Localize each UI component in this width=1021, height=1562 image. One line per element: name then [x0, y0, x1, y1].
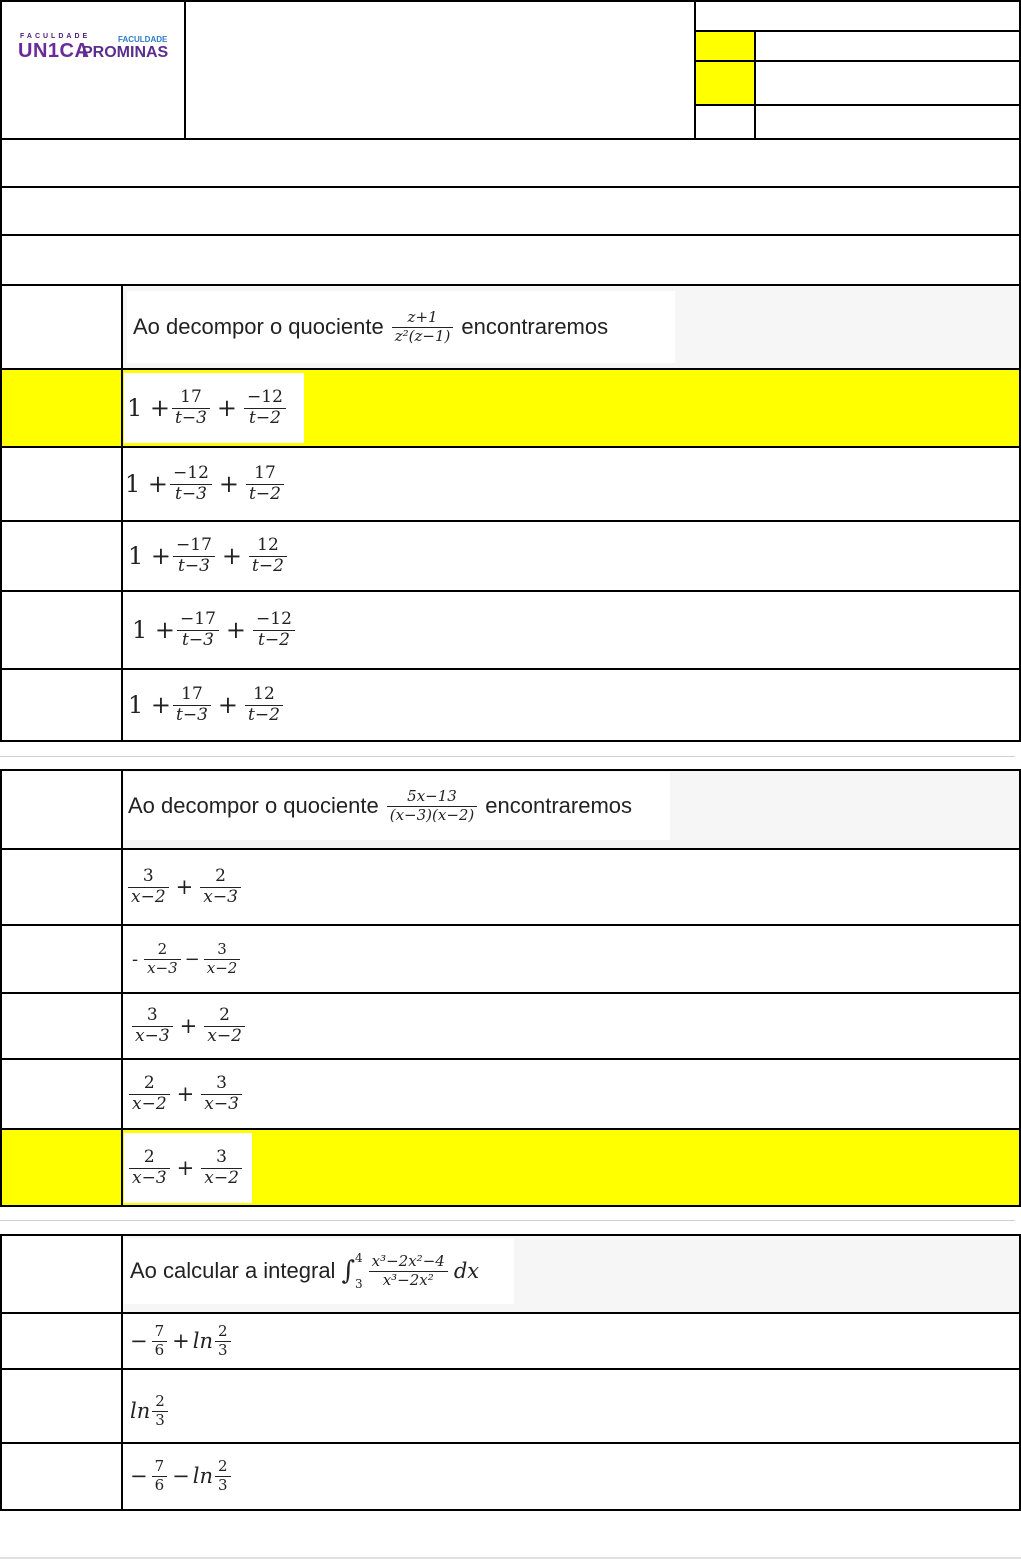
q3-prompt	[124, 1238, 514, 1304]
q1-prompt	[127, 291, 675, 363]
q3-hline-b	[0, 1368, 1021, 1370]
q1-prompt-fraction	[392, 309, 454, 345]
q2-option-c[interactable]: $\frac{3}{x-3}$ + $\frac{2}{x-2}$	[124, 994, 524, 1058]
header-box	[0, 0, 1021, 140]
integral-sign: ∫	[341, 1256, 355, 1286]
separator-2	[0, 1220, 1015, 1221]
q1-prompt-before: Ao decompor o quociente	[133, 314, 384, 339]
info-row-3	[0, 234, 1021, 286]
q3-prompt-before: Ao calcular a integral	[130, 1258, 336, 1283]
q1-a-op: +	[216, 394, 238, 422]
q2-option-b[interactable]: - $\frac{2}{x-3}$ − $\frac{3}{x-2}$	[124, 926, 524, 992]
q3-option-b[interactable]: ln $\frac{2}{3}$	[124, 1382, 524, 1440]
q3-option-c[interactable]: − $\frac{7}{6}$ − ln $\frac{2}{3}$	[124, 1444, 524, 1508]
logo-faculdade-small: FACULDADE	[118, 35, 168, 44]
q1-col-divider-a	[121, 370, 123, 446]
integral-fraction: $\frac{\text{x³−2x²−4}}{\text{x³−2x²}}$	[369, 1253, 448, 1289]
q2-option-d[interactable]: $\frac{2}{x-2}$ + $\frac{3}{x-3}$	[124, 1060, 524, 1128]
q2-option-a[interactable]: $\frac{3}{x-2}$ + $\frac{2}{x-3}$	[124, 850, 524, 924]
info-row-1	[0, 138, 1021, 188]
header-divider-logo	[184, 0, 186, 140]
logo-prominas: PROMINAS	[82, 44, 169, 61]
q2-option-e[interactable]: $\frac{2}{x-3}$ + $\frac{3}{x-2}$	[124, 1133, 252, 1203]
q1-option-a[interactable]	[124, 373, 304, 443]
q1-prompt-after: encontraremos	[461, 314, 609, 339]
q2-prompt-before: Ao decompor o quociente	[128, 793, 379, 818]
q2-prompt-fraction: $\frac{5x-13}{(x-3)(x-2)}$	[387, 788, 478, 824]
header-yellow-cell-2	[696, 62, 754, 104]
q3-option-a[interactable]: − $\frac{7}{6}$ + ln $\frac{2}{3}$	[124, 1314, 524, 1368]
q1-prompt-num: z+1	[392, 309, 454, 327]
q1-a-frac2: $\frac{-12}{t-2}$	[244, 388, 286, 428]
logo-faculdade-top: FACULDADE	[20, 33, 91, 40]
q1-option-e[interactable]: 1 + $\frac{17}{t-3}$ + $\frac{12}{t-2}$	[124, 670, 524, 740]
q1-option-b[interactable]: 1 + $\frac{-12}{t-3}$ + $\frac{17}{t-2}$	[124, 448, 524, 520]
integral-bounds: 4 3	[355, 1251, 363, 1291]
q1-a-frac1: $\frac{17}{t-3}$	[172, 388, 210, 428]
q1-option-c[interactable]: 1 + $\frac{-17}{t-3}$ + $\frac{12}{t-2}$	[124, 522, 524, 590]
q2-col-divider-e	[121, 1130, 123, 1205]
header-hline-3	[694, 104, 1021, 106]
q2-prompt-after: encontraremos	[485, 793, 633, 818]
separator-1	[0, 756, 1015, 757]
bottom-rule	[0, 1557, 1021, 1559]
q1-a-lead: 1 +	[127, 394, 171, 422]
header-vline-small	[754, 30, 756, 140]
logo-unica: UN1CA	[18, 40, 90, 62]
q1-prompt-den: z²(z−1)	[394, 326, 451, 345]
info-row-2	[0, 186, 1021, 236]
q2-prompt	[124, 772, 670, 840]
integral-dx: dx	[453, 1259, 480, 1283]
header-yellow-cell-1	[696, 32, 754, 60]
logo	[18, 33, 178, 67]
q1-option-d[interactable]: 1 + $\frac{-17}{t-3}$ + $\frac{-12}{t-2}$	[124, 592, 524, 668]
